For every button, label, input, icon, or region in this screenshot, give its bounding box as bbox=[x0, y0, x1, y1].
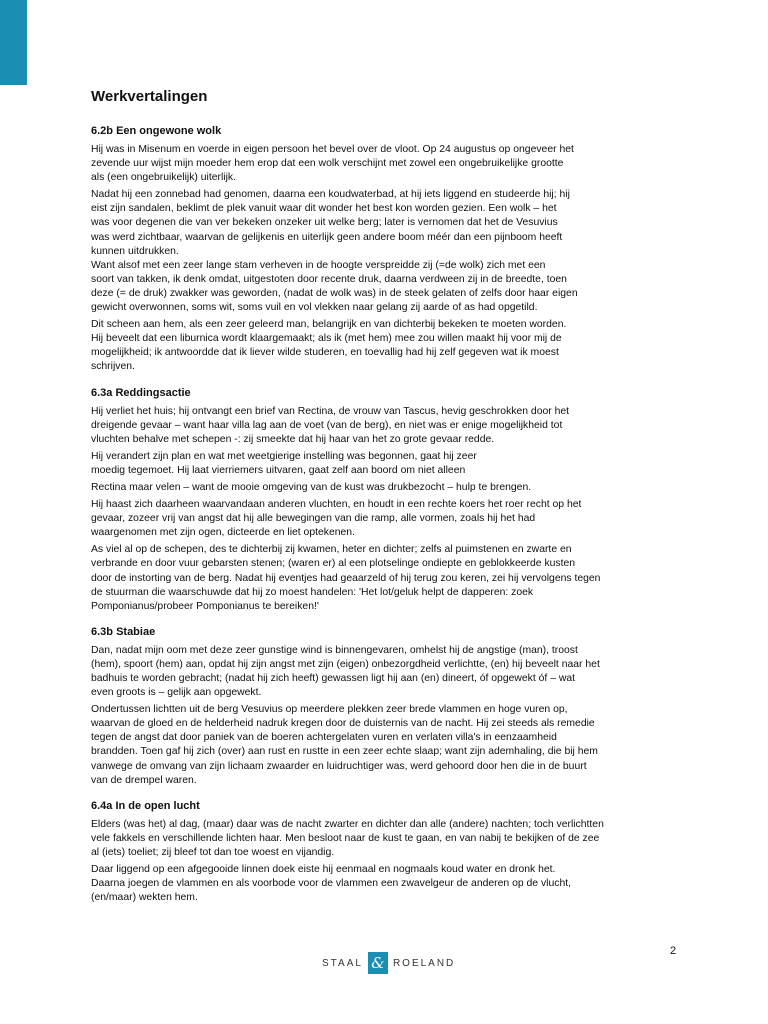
section-heading: 6.3a Reddingsactie bbox=[91, 386, 191, 399]
paragraph: Hij was in Misenum en voerde in eigen persoon het bevel over de vloot. Op 24 augustus op ongeveer het zevende uur wijst mijn moeder hem erop dat een wolk verschijnt met zowel een ongebruikelijke grootte als (een ongebruikelijk) uiterlijk. bbox=[91, 144, 574, 184]
section-heading: 6.3b Stabiae bbox=[91, 625, 156, 638]
paragraph: Hij haast zich daarheen waarvandaan anderen vluchten, en houdt in een rechte koers het roer recht op het gevaar, zozeer vrij van angst dat hij alle bewegingen van die ramp, alle vormen, zoals hij het had waargenomen met zijn ogen, dicteerde en liet optekenen. bbox=[91, 499, 582, 539]
section-6-2b bbox=[91, 124, 691, 375]
section-heading: 6.4a In de open lucht bbox=[91, 799, 200, 812]
paragraph: Dan, nadat mijn oom met deze zeer gunstige wind is binnengevaren, omhelst hij de angstige (man), troost (hem), spoort (hem) aan, opdat hij zijn angst met zijn (eigen) onbezorgdheid verlichtte, (en) hij beveelt naar het badhuis te worden gebracht; (nadat hij zich heeft) gewassen ligt hij aan (en) dineert, óf opgewekt óf – wat even groots is – gelijk aan opgewekt. bbox=[91, 644, 600, 699]
section-6-4a bbox=[91, 799, 691, 906]
paragraph: Hij verliet het huis; hij ontvangt een brief van Rectina, de vrouw van Tascus, hevig geschrokken door het dreigende gevaar – want haar villa lag aan de voet (van de berg), en niet was er enige mogelijkheid tot vluchten behalve met schepen -: zij smeekte dat hij haar van het zo grote gevaar redde. bbox=[91, 405, 570, 445]
paragraph: Hij verandert zijn plan en wat met weetgierige instelling was begonnen, gaat hij zeer moedig tegemoet. Hij laat vierriemers uitvaren, gaat zelf aan boord om niet alleen bbox=[91, 450, 477, 476]
document-body bbox=[91, 87, 691, 916]
paragraph: Dit scheen aan hem, als een zeer geleerd man, belangrijk en van dichterbij bekeken te moeten worden. Hij beveelt dat een liburnica wordt klaargemaakt; als ik (met hem) mee zou willen maakt hij voor mij de mogelijkheid; ik antwoordde dat ik liever wilde studeren, en toevallig had hij zelf gegeven wat ik moest schrijven. bbox=[91, 319, 567, 373]
page-title: Werkvertalingen bbox=[91, 88, 208, 105]
paragraph: Ondertussen lichtten uit de berg Vesuvius op meerdere plekken zeer brede vlammen en hoge vuren op, waarvan de gloed en de helderheid nadruk kregen door de duisternis van de nacht. Hij zei steeds als remedie tegen de angst dat door paniek van de boeren achtergelaten vuren en verlaten villa's in eenzaamheid brandden. Toen gaf hij zich (over) aan rust en rustte in een zeer echte slaap; want zijn ademhaling, die bij hem vanwege de omvang van zijn lichaam zwaarder en luidruchtiger was, werd gehoord door hen die in de buurt van de drempel waren. bbox=[91, 704, 598, 786]
publisher-logo bbox=[322, 950, 455, 976]
page-number: 2 bbox=[670, 945, 677, 957]
paragraph: As viel al op de schepen, des te dichterbij zij kwamen, heter en dichter; zelfs al puimstenen en zwarte en verbrande en door vuur gebarsten stenen; (waren er) al een plotselinge ondiepte en geblokkeerde kusten door de instorting van de berg. Nadat hij eventjes had geaarzeld of hij terug zou keren, zei hij vervolgens tegen de stuurman die waarschuwde dat hij zo moest handelen: 'Het lot/geluk helpt de dapperen: zoek Pomponianus/probeer Pomponianus te bereiken!' bbox=[91, 544, 601, 612]
paragraph: Elders (was het) al dag, (maar) daar was de nacht zwarter en dichter dan alle (andere) nachten; toch verlichtten vele fakkels en verschillende lichten haar. Men besloot naar de kust te gaan, en van nabij te bekijken of de zee al (iets) toeliet; zij bleef tot dan toe woest en vijandig. bbox=[91, 818, 604, 858]
paragraph: Daar liggend op een afgegooide linnen doek eiste hij eenmaal en nogmaals koud water en dronk het. Daarna joegen de vlammen en als voorbode voor de vlammen een zwavelgeur de anderen op de vlucht, (en/maar) wekten hem. bbox=[91, 864, 571, 904]
section-6-3a bbox=[91, 386, 691, 614]
accent-bar bbox=[0, 0, 27, 85]
paragraph: Nadat hij een zonnebad had genomen, daarna een koudwaterbad, at hij iets liggend en studeerde hij; hij eist zijn sandalen, beklimt de plek vanuit waar dit wonder het best kon worden gezien. Een wolk – het was voor degenen die van ver bekeken onzeker uit welke berg; later is vernomen dat het de Vesuvius was werd zichtbaar, waarvan de gelijkenis en uiterlijk geen andere boom méér dan een pijnboom heeft kunnen uitdrukken. Want alsof met een zeer lange stam verheven in de hoogte verspreidde zij (=de wolk) zich met een soort van takken, ik denk omdat, uitgestoten door recente druk, daarna verdween zij in de breedte, toen deze (= de druk) zwakker was geworden, (nadat de wolk was) in de steek gelaten of zelfs door haar eigen gewicht overwonnen, soms wit, soms vuil en vol vlekken naar gelang zij aarde of as had opgetild. bbox=[91, 189, 578, 314]
paragraph: Rectina maar velen – want de mooie omgeving van de kust was drukbezocht – hulp te brengen. bbox=[91, 481, 532, 493]
logo-text-right: ROELAND bbox=[392, 957, 456, 969]
logo-text-left: STAAL bbox=[322, 957, 363, 969]
section-6-3b bbox=[91, 625, 691, 788]
section-heading: 6.2b Een ongewone wolk bbox=[91, 125, 222, 137]
ampersand-logo-icon: & bbox=[368, 952, 388, 974]
